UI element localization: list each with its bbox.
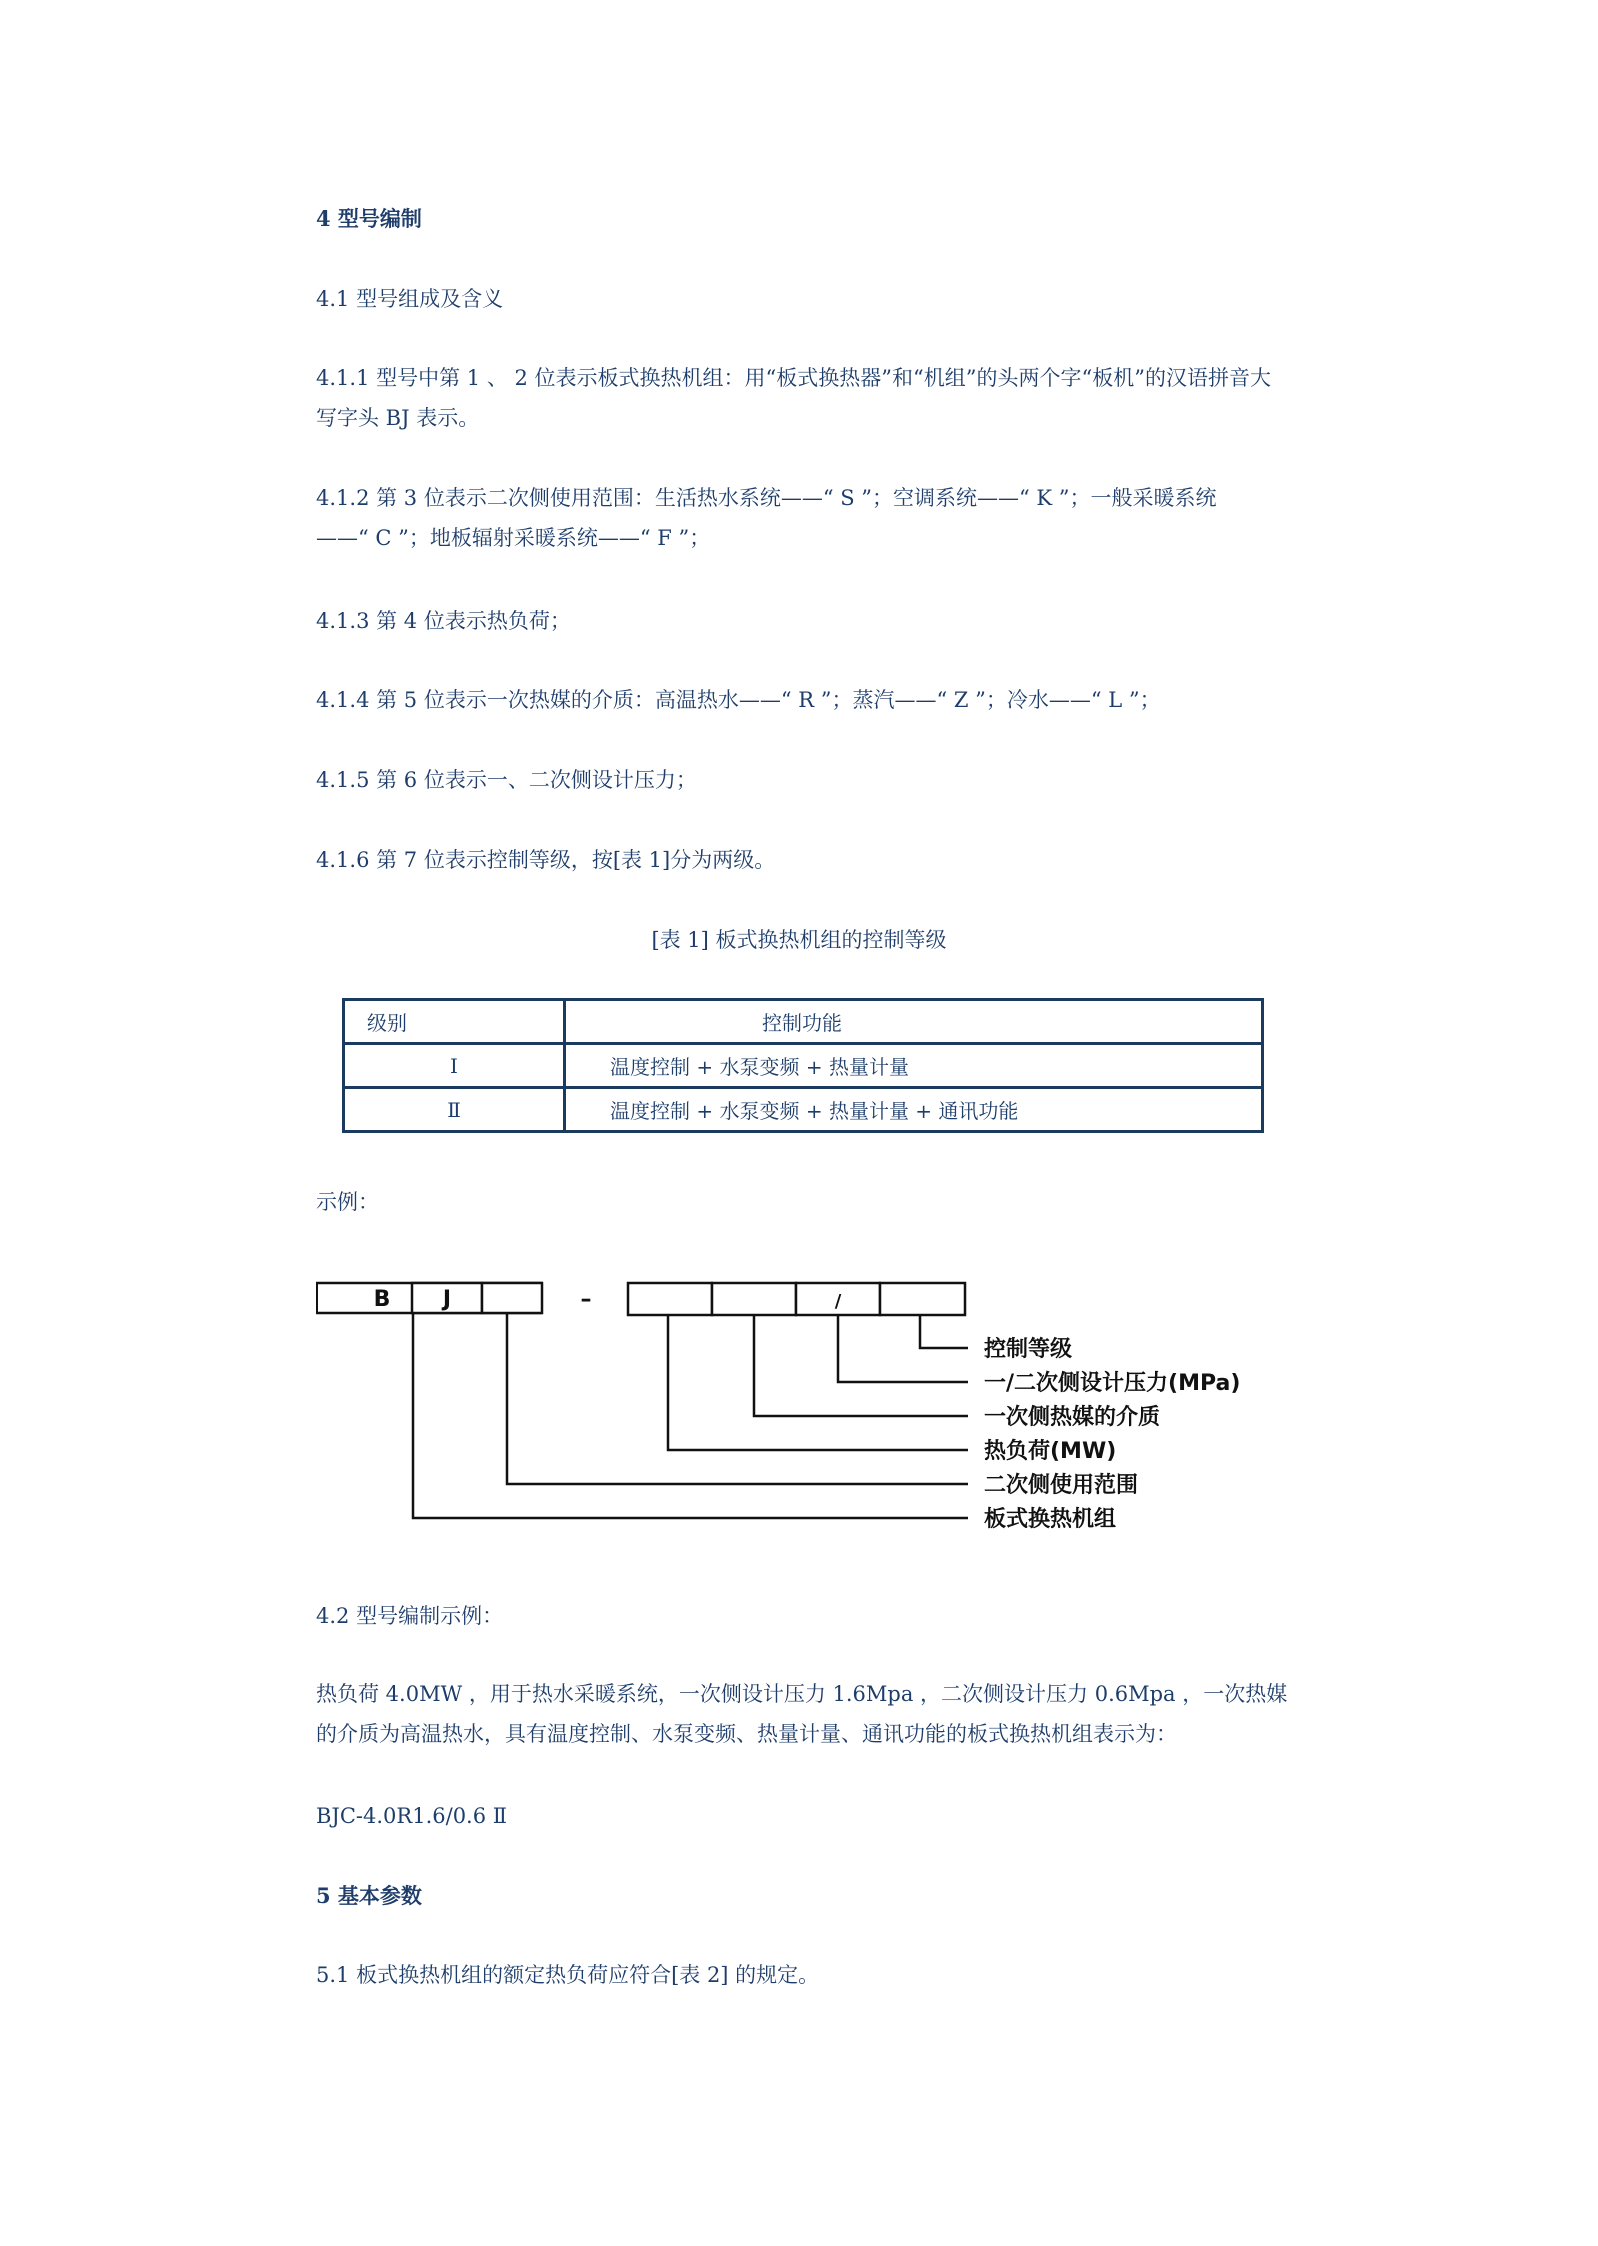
section-4-heading: 4 型号编制: [316, 206, 422, 231]
label-control-level: 控制等级: [984, 1337, 1073, 1362]
code-box-medium: [712, 1283, 796, 1315]
section-4-1-1-line2: 写字头 BJ 表示。: [316, 406, 480, 430]
code-box-control: [880, 1283, 965, 1315]
section-4-1-6: 4.1.6 第 7 位表示控制等级，按[表 1]分为两级。: [316, 848, 776, 872]
label-secondary-range: 二次侧使用范围: [984, 1473, 1139, 1498]
section-4-1-4: 4.1.4 第 5 位表示一次热媒的介质：高温热水——“ R ”；蒸汽——“ Z ”；冷水——“ L ”；: [316, 688, 1161, 712]
section-5-1: 5.1 板式换热机组的额定热负荷应符合[表 2] 的规定。: [316, 1963, 820, 1987]
model-example: BJC-4.0R1.6/0.6 Ⅱ: [316, 1804, 508, 1828]
table-header-level: 级别: [344, 1000, 565, 1044]
section-4-1-2-line2: ——“ C ”；地板辐射采暖系统——“ F ”；: [316, 526, 711, 550]
section-4-1-2-line1: 4.1.2 第 3 位表示二次侧使用范围：生活热水系统——“ S ”；空调系统——“ K ”；一般采暖系统: [316, 486, 1217, 510]
table-1-caption: [表 1] 板式换热机组的控制等级: [651, 928, 947, 952]
section-5-heading: 5 基本参数: [316, 1883, 422, 1908]
leader-line-range: [507, 1313, 968, 1484]
code-letter-j: J: [442, 1287, 452, 1312]
section-4-2-heading: 4.2 型号编制示例：: [316, 1604, 504, 1628]
table-header-function: 控制功能: [565, 1000, 1263, 1044]
label-plate-unit: 板式换热机组: [984, 1507, 1117, 1532]
label-primary-medium: 一次侧热媒的介质: [984, 1405, 1161, 1430]
code-letter-b: B: [373, 1287, 391, 1312]
section-4-2-line2: 的介质为高温热水，具有温度控制、水泵变频、热量计量、通讯功能的板式换热机组表示为：: [316, 1722, 1177, 1746]
code-box-range: [482, 1283, 542, 1313]
leader-line-medium: [754, 1315, 968, 1416]
section-4-1-5: 4.1.5 第 6 位表示一、二次侧设计压力；: [316, 768, 697, 792]
section-4-2-paragraph: [316, 1674, 1296, 1754]
table-cell-function: 温度控制 + 水泵变频 + 热量计量 + 通讯功能: [565, 1088, 1263, 1132]
code-slash: /: [834, 1291, 842, 1312]
section-4-2-line1: 热负荷 4.0MW ，用于热水采暖系统，一次侧设计压力 1.6Mpa ，二次侧设计压力 0.6Mpa ，一次热媒: [316, 1682, 1288, 1706]
example-label: 示例：: [316, 1190, 379, 1214]
label-heat-load: 热负荷(MW): [984, 1439, 1117, 1464]
section-4-1: 4.1 型号组成及含义: [316, 287, 504, 311]
section-4-1-1-line1: 4.1.1 型号中第 1 、 2 位表示板式换热机组：用“板式换热器”和“机组”的头两个字“板机”的汉语拼音大: [316, 366, 1271, 390]
table-cell-function: 温度控制 + 水泵变频 + 热量计量: [565, 1044, 1263, 1088]
label-design-pressure: 一/二次侧设计压力(MPa): [984, 1371, 1241, 1396]
section-4-1-3: 4.1.3 第 4 位表示热负荷；: [316, 609, 571, 633]
table-cell-level: Ⅱ: [344, 1088, 565, 1132]
code-dash: –: [580, 1287, 592, 1312]
table-cell-level: Ⅰ: [344, 1044, 565, 1088]
code-box-load: [628, 1283, 712, 1315]
leader-line-control: [920, 1315, 968, 1348]
